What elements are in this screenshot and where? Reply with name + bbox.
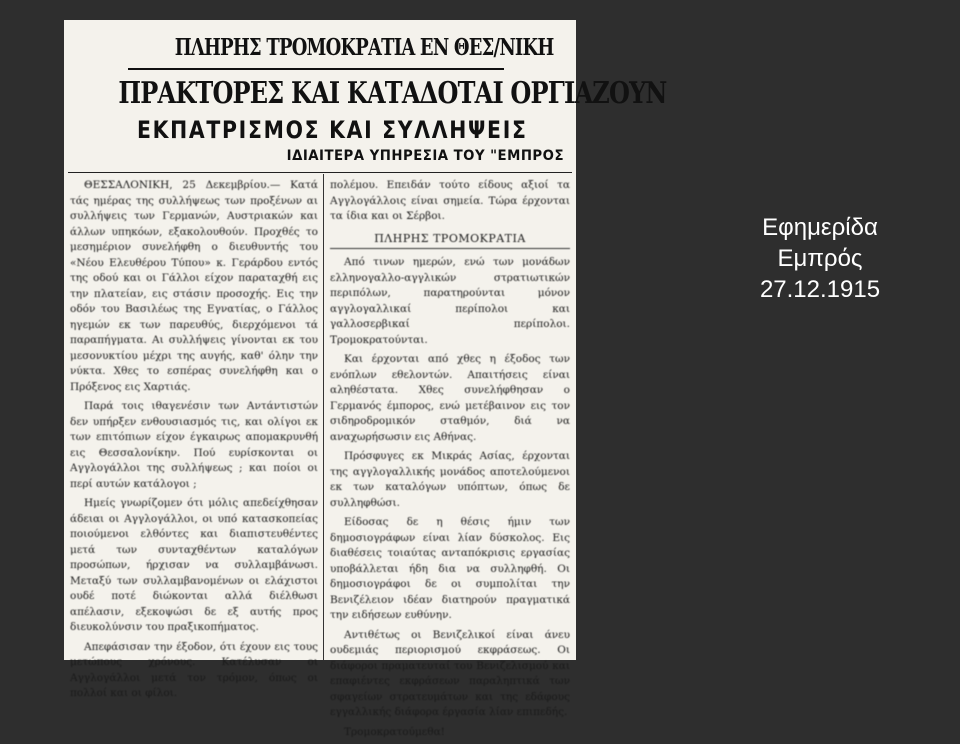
right-column bbox=[330, 178, 570, 744]
left-column bbox=[70, 178, 318, 706]
section-rule bbox=[68, 172, 572, 173]
caption-newspaper-name: Εμπρός bbox=[777, 245, 863, 272]
caption-newspaper-label: Εφημερίδα bbox=[762, 214, 878, 241]
right-paragraph: Από τινων ημερών, ενώ των μονάδων ελληνογαλλο-αγγλικών στρατιωτικών περιπόλων, παρατηρούνται μόνον αγγλογαλλικαί περίπολοι και γαλλοσερβικαί περίπολοι. Τρομοκρατούνται. bbox=[330, 256, 570, 346]
headline-sub: ΕΚΠΑΤΡΙΣΜΟΣ ΚΑΙ ΣΥΛΛΗΨΕΙΣ bbox=[137, 116, 528, 144]
left-paragraph: Ημείς γνωρίζομεν ότι μόλις απεδείχθησαν άδειαι οι Αγγλογάλλοι, οι υπό κατασκοπείας ποιούμενοι ελθόντες και διαπιστευθέντες μετά των συνταχθέντων καταλόγων προσώπων, ήρχισαν να συλλαμβάνωσι. Μεταξύ των συλλαμβανομένων οι ελάχιστοι ουδέ ποτέ διώκονται αλλά διέλθωσι απέλασιν, εξεκοψώσι δε εξ αυτής προς διευκολύνσιν του πραξικοπήματος. bbox=[70, 497, 318, 633]
headline-rule bbox=[128, 68, 504, 70]
headline-main: ΠΡΑΚΤΟΡΕΣ ΚΑΙ ΚΑΤΑΔΟΤΑΙ ΟΡΓΙΑΖΟΥΝ bbox=[118, 76, 667, 111]
right-subhead: ΠΛΗΡΗΣ ΤΡΟΜΟΚΡΑΤΙΑ bbox=[330, 231, 570, 250]
left-paragraph: Απεφάσισαν την έξοδον, ότι έχουν εις τους μετώπους χρόνους. Κατέλυσαν οι Αγγλογάλλοι μετά τον τρόμον, όπως οι πολλοί και οι φίλοι. bbox=[70, 640, 318, 699]
caption bbox=[730, 212, 910, 305]
right-paragraph: Είδοσας δε η θέσις ήμιν των δημοσιογράφων είναι λίαν δύσκολος. Εις διαθέσεις τοιαύτας ανταπόκρισις εργασίας υποβάλλεται ήδη δια να συλληφθή. Οι δημοσιογράφοι δε οι συμπολίται την Βενιζέλειον ιδέαν διατηρούν πραγματικά την ειδήσεων ευθύνην. bbox=[330, 516, 570, 621]
right-paragraph: Αντιθέτως οι Βενιζελικοί είναι άνευ ουδεμιάς περιορισμού εκφράσεως. Οι διάφοροι πραματευταί του Βενιζελισμού και επαφιέντες εκφράσεων παραληπτικά των σφαγείων στρατευμάτων και της εδάφους εγγαλλικής διάφορα έργασία λίαν επιπεδής. bbox=[330, 628, 570, 718]
left-paragraph: ΘΕΣΣΑΛΟΝΙΚΗ, 25 Δεκεμβρίου.— Κατά τάς ημέρας της συλλήψεως των προξένων αι συλλήψεις των Γερμανών, Αυστριακών και άλλων υπηκόων, εξακολουθούν. Προχθές το μεσημέριον συνελήφθη ο διευθυντής του «Νέου Ελευθέρου Τύπου» κ. Γεράρδου εντός της οδού και οι Γάλλοι είχον παραταχθή εις την πλατείαν, εις στάσιν προσοχής. Εις την οδόν του Βασιλέως της Εγνατίας, ο Γάλλος ηγεμών εκ των παρευθύς, διερχόμενοι τά παραπήγματα. Αι συλλήψεις γίνονται εκ του μεσονυκτίου μέχρι της αυγής, καθ' όλην την νύκτα. Χθες το εσπέρας συνελήφθη και ο Πρόξενος εις Χαρτιάς. bbox=[70, 179, 318, 393]
right-paragraph: Και έρχονται από χθες η έξοδος των ενόπλων εθελοντών. Απαιτήσεις είναι αληθέστατα. Χθες συνελήφθησαν ο Γερμανός έμπορος, ενώ μετέβαινον εις τον σιδηροδρομικόν σταθμόν, διά να αναχωρήσωσιν εις Αθήνας. bbox=[330, 353, 570, 443]
headline-top: ΠΛΗΡΗΣ ΤΡΟΜΟΚΡΑΤΙΑ ΕΝ ΘΕΣ/ΝΙΚΗ bbox=[174, 34, 554, 61]
left-paragraph: Παρά τοις ιθαγενέσιν των Αντάντιστών δεν υπήρξεν ενθουσιασμός τις, και ολίγοι εκ των επιτόπιων είχον έγκαιρως απομακρυνθή εις Θεσσαλονίκην. Πού ευρίσκονται οι Αγγλογάλλοι της συλλήψεως ; και ποίοι οι περί αυτών κατάλογοι ; bbox=[70, 400, 318, 490]
right-paragraph-top: πολέμου. Επειδάν τούτο είδους αξιοί τα Αγγλογάλλοις είναι σημεία. Τώρα έρχονται τα ίδια και οι Σέρβοι. bbox=[330, 179, 570, 222]
newspaper-clipping bbox=[64, 20, 667, 738]
right-paragraph: Τρομοκρατούμεθα! bbox=[344, 725, 445, 738]
byline: ΙΔΙΑΙΤΕΡΑ ΥΠΗΡΕΣΙΑ ΤΟΥ "ΕΜΠΡΟΣ bbox=[286, 148, 564, 164]
caption-date: 27.12.1915 bbox=[759, 276, 881, 303]
column-divider bbox=[323, 174, 324, 660]
right-paragraph: Πρόσφυγες εκ Μικράς Ασίας, έρχονται της αγγλογαλλικής μονάδος αποτελούμενοι εκ των καταλόγων υπόπτων, όπως δε συλληφθώσι. bbox=[330, 450, 570, 509]
